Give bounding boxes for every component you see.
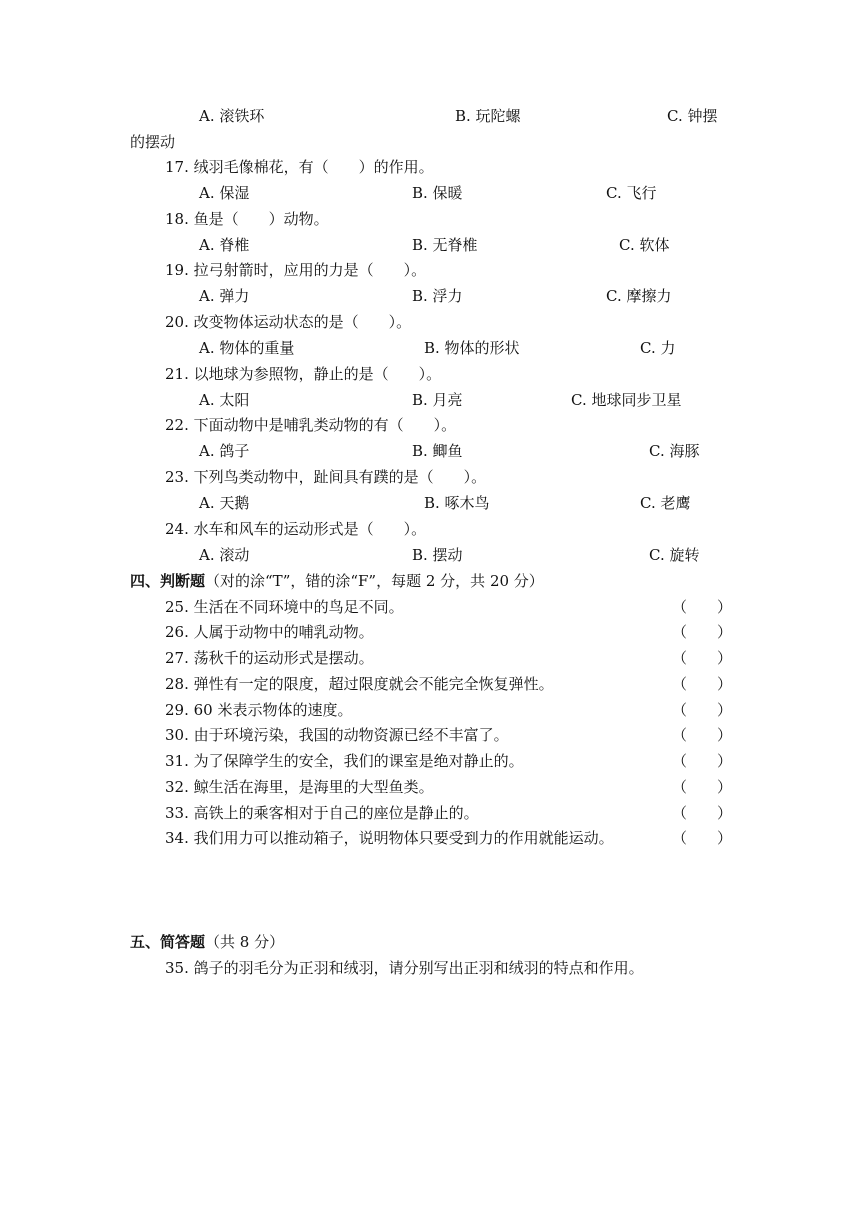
question-number: 30. <box>165 726 189 744</box>
question-18 <box>165 209 329 229</box>
tf-question-31 <box>165 751 524 771</box>
question-stem: 拉弓射箭时，应用的力是（ ）。 <box>193 261 427 279</box>
question-stem: 绒羽毛像棉花，有（ ）的作用。 <box>193 158 434 176</box>
q20-option-a: A. 物体的重量 <box>199 339 295 357</box>
q16-option-c: C. 钟摆 <box>667 107 718 125</box>
question-24 <box>165 519 426 539</box>
question-number: 26. <box>165 623 189 641</box>
question-number: 20. <box>165 313 189 331</box>
answer-paren-28[interactable]: （ ） <box>672 675 733 693</box>
question-stem: 鱼是（ ）动物。 <box>193 210 329 228</box>
question-number: 23. <box>165 468 189 486</box>
q17-option-a: A. 保湿 <box>199 184 250 202</box>
question-number: 29. <box>165 701 189 719</box>
answer-paren-27[interactable]: （ ） <box>672 649 733 667</box>
question-text: 生活在不同环境中的鸟足不同。 <box>193 598 404 616</box>
question-number: 35. <box>165 959 189 977</box>
question-stem: 下列鸟类动物中，趾间具有蹼的是（ ）。 <box>193 468 487 486</box>
q16-option-b: B. 玩陀螺 <box>455 107 521 125</box>
question-text: 鸽子的羽毛分为正羽和绒羽，请分别写出正羽和绒羽的特点和作用。 <box>193 959 644 977</box>
question-number: 31. <box>165 752 189 770</box>
answer-paren-31[interactable]: （ ） <box>672 752 733 770</box>
question-text: 为了保障学生的安全，我们的课室是绝对静止的。 <box>193 752 524 770</box>
tf-question-32 <box>165 777 434 797</box>
q24-option-c: C. 旋转 <box>649 546 700 564</box>
question-number: 24. <box>165 520 189 538</box>
question-text: 荡秋千的运动形式是摆动。 <box>193 649 374 667</box>
q19-option-c: C. 摩擦力 <box>606 287 672 305</box>
tf-question-33 <box>165 803 479 823</box>
q19-option-a: A. 弹力 <box>199 287 250 305</box>
question-text: 由于环境污染，我国的动物资源已经不丰富了。 <box>193 726 509 744</box>
section-5-heading <box>130 932 284 952</box>
q23-option-a: A. 天鹅 <box>199 494 250 512</box>
question-number: 27. <box>165 649 189 667</box>
question-text: 鲸生活在海里，是海里的大型鱼类。 <box>193 778 434 796</box>
q22-option-c: C. 海豚 <box>649 442 700 460</box>
question-stem: 下面动物中是哺乳类动物的有（ ）。 <box>193 416 457 434</box>
section-note: （共 8 分） <box>205 933 285 951</box>
question-text: 人属于动物中的哺乳动物。 <box>193 623 374 641</box>
q18-option-b: B. 无脊椎 <box>412 236 478 254</box>
q23-option-b: B. 啄木鸟 <box>424 494 490 512</box>
question-number: 32. <box>165 778 189 796</box>
answer-paren-29[interactable]: （ ） <box>672 701 733 719</box>
question-stem: 水车和风车的运动形式是（ ）。 <box>193 520 427 538</box>
question-number: 19. <box>165 261 189 279</box>
q20-option-c: C. 力 <box>640 339 676 357</box>
tf-question-28 <box>165 674 554 694</box>
q24-option-b: B. 摆动 <box>412 546 463 564</box>
question-17 <box>165 157 434 177</box>
question-stem: 改变物体运动状态的是（ ）。 <box>193 313 412 331</box>
tf-question-34 <box>165 828 614 848</box>
question-stem: 以地球为参照物，静止的是（ ）。 <box>193 365 442 383</box>
question-20 <box>165 312 411 332</box>
tf-question-25 <box>165 597 404 617</box>
question-number: 21. <box>165 365 189 383</box>
question-number: 25. <box>165 598 189 616</box>
tf-question-29 <box>165 700 353 720</box>
question-23 <box>165 467 486 487</box>
question-35 <box>165 958 644 978</box>
section-note: （对的涂“T”，错的涂“F”，每题 2 分，共 20 分） <box>205 572 544 590</box>
q22-option-b: B. 鲫鱼 <box>412 442 463 460</box>
q24-option-a: A. 滚动 <box>199 546 250 564</box>
question-21 <box>165 364 441 384</box>
question-text: 弹性有一定的限度，超过限度就会不能完全恢复弹性。 <box>193 675 554 693</box>
section-title: 四、判断题 <box>130 572 206 590</box>
q20-option-b: B. 物体的形状 <box>424 339 520 357</box>
q17-option-b: B. 保暖 <box>412 184 463 202</box>
answer-paren-25[interactable]: （ ） <box>672 598 733 616</box>
q19-option-b: B. 浮力 <box>412 287 463 305</box>
section-title: 五、简答题 <box>130 933 206 951</box>
question-number: 33. <box>165 804 189 822</box>
section-4-heading <box>130 571 544 591</box>
q21-option-b: B. 月亮 <box>412 391 463 409</box>
tf-question-26 <box>165 622 374 642</box>
question-22 <box>165 415 456 435</box>
q17-option-c: C. 飞行 <box>606 184 657 202</box>
question-number: 28. <box>165 675 189 693</box>
tf-question-27 <box>165 648 374 668</box>
q23-option-c: C. 老鹰 <box>640 494 691 512</box>
q21-option-c: C. 地球同步卫星 <box>571 391 682 409</box>
answer-paren-32[interactable]: （ ） <box>672 778 733 796</box>
q18-option-a: A. 脊椎 <box>199 236 250 254</box>
answer-paren-33[interactable]: （ ） <box>672 804 733 822</box>
q16-option-a: A. 滚铁环 <box>199 107 265 125</box>
question-text: 60 米表示物体的速度。 <box>193 701 353 719</box>
question-number: 17. <box>165 158 189 176</box>
q21-option-a: A. 太阳 <box>199 391 250 409</box>
q18-option-c: C. 软体 <box>619 236 670 254</box>
tf-question-30 <box>165 725 509 745</box>
question-number: 22. <box>165 416 189 434</box>
question-number: 34. <box>165 829 189 847</box>
question-text: 我们用力可以推动箱子，说明物体只要受到力的作用就能运动。 <box>193 829 614 847</box>
q22-option-a: A. 鸽子 <box>199 442 250 460</box>
question-text: 高铁上的乘客相对于自己的座位是静止的。 <box>193 804 479 822</box>
question-19 <box>165 260 426 280</box>
answer-paren-30[interactable]: （ ） <box>672 726 733 744</box>
question-number: 18. <box>165 210 189 228</box>
answer-paren-34[interactable]: （ ） <box>672 829 733 847</box>
q16-option-c-wrap: 的摆动 <box>130 133 176 151</box>
answer-paren-26[interactable]: （ ） <box>672 623 733 641</box>
